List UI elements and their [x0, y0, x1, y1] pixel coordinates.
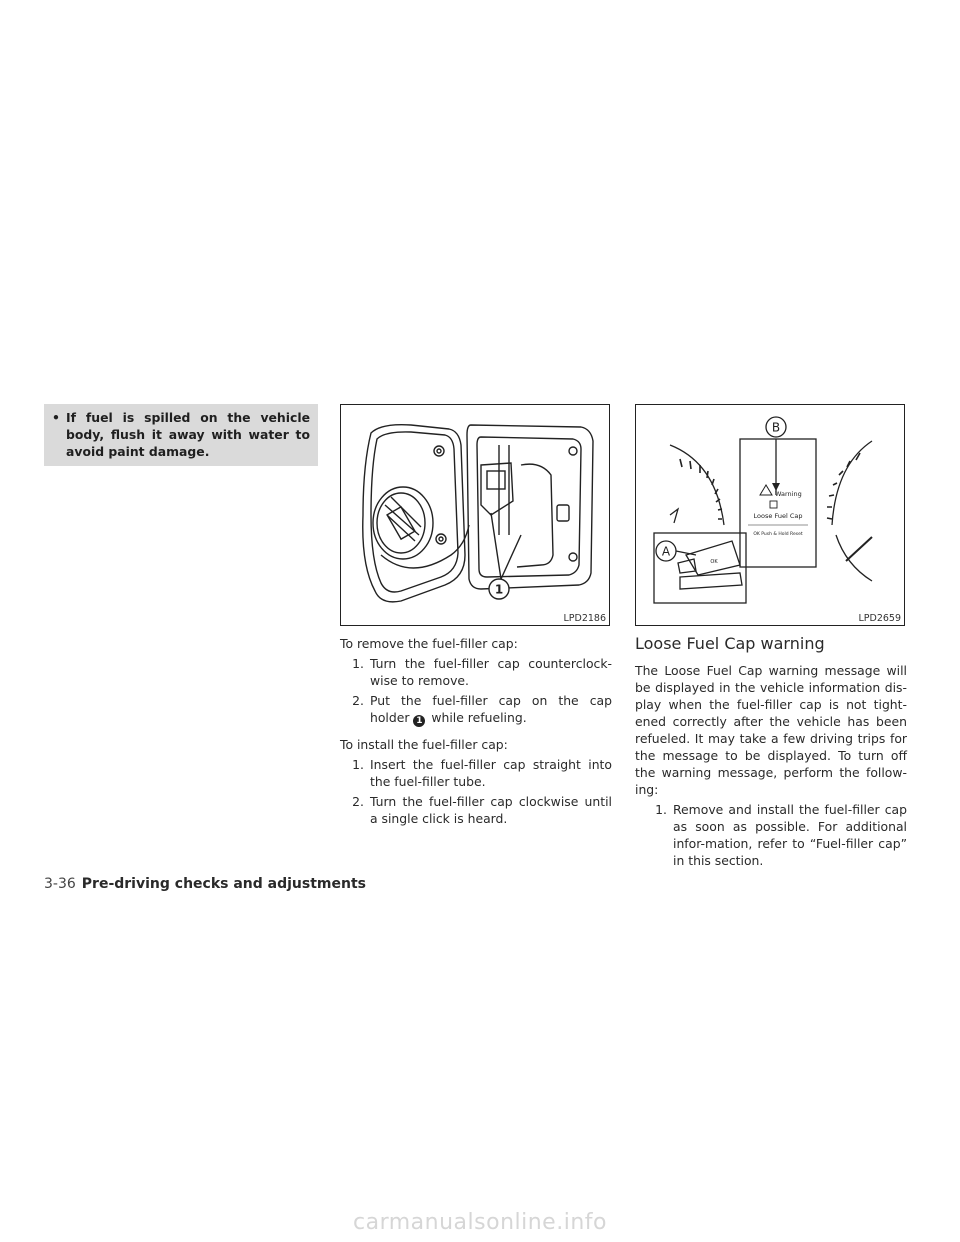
caution-box	[44, 404, 318, 466]
screen-hint-text: OK Push & Hold Reset	[753, 532, 803, 537]
fuel-filler-door-figure	[340, 404, 610, 626]
left-column	[44, 404, 318, 466]
instrument-cluster-illustration	[636, 405, 904, 625]
page-number: 3-36	[44, 876, 76, 892]
fuel-filler-door-illustration	[341, 405, 609, 625]
bullet: •	[52, 410, 60, 425]
caution-text: If fuel is spilled on the vehicle body, flush it away with water to avoid paint damage.	[66, 410, 310, 459]
right-column	[635, 404, 907, 869]
fuel-cap-icon	[770, 501, 777, 508]
list-item: 2. Turn the fuel-filler cap clockwise until a single click is heard.	[352, 794, 612, 826]
figure-code: LPD2186	[563, 613, 606, 624]
watermark	[0, 1210, 960, 1235]
remove-intro: To remove the fuel-filler cap:	[340, 636, 518, 651]
middle-column	[340, 404, 612, 827]
callout-b-label: B	[771, 420, 781, 435]
list-item: 1. Turn the fuel-filler cap counterclock-wise to remove.	[352, 656, 612, 688]
figure-code: LPD2659	[858, 613, 901, 624]
callout-ref-1: 1	[413, 715, 425, 727]
instrument-cluster-figure	[635, 404, 905, 626]
list-item: 1. Insert the fuel-filler cap straight into the fuel-filler tube.	[352, 757, 612, 789]
list-item: 1. Remove and install the fuel-filler cap as soon as possible. For additional infor-mation, refer to “Fuel-filler cap” in this section.	[655, 802, 907, 868]
chapter-title: Pre-driving checks and adjustments	[81, 876, 366, 892]
page-footer	[44, 876, 366, 892]
watermark-text: carmanualsonline.info	[353, 1210, 607, 1235]
install-steps	[340, 756, 612, 827]
screen-warning-text: Warning	[775, 490, 802, 498]
remove-steps	[340, 655, 612, 727]
callout-a-label: A	[661, 544, 671, 559]
list-item: 2. Put the fuel-filler cap on the cap holder 1 while refueling.	[352, 693, 612, 726]
section-steps	[635, 801, 907, 869]
section-title: Loose Fuel Cap warning	[635, 634, 825, 653]
screen-message-text: Loose Fuel Cap	[753, 512, 803, 520]
callout-1-label: 1	[494, 582, 504, 597]
ok-button-label: OK	[710, 559, 718, 565]
install-intro: To install the fuel-filler cap:	[340, 737, 508, 752]
section-body: The Loose Fuel Cap warning message will be displayed in the vehicle information dis-play when the fuel-filler cap is not tight-ened correctly after the vehicle has been refueled. It may take a few driving trips for the message to be displayed. To turn off the warning message, perform the follow-ing:	[635, 663, 907, 797]
